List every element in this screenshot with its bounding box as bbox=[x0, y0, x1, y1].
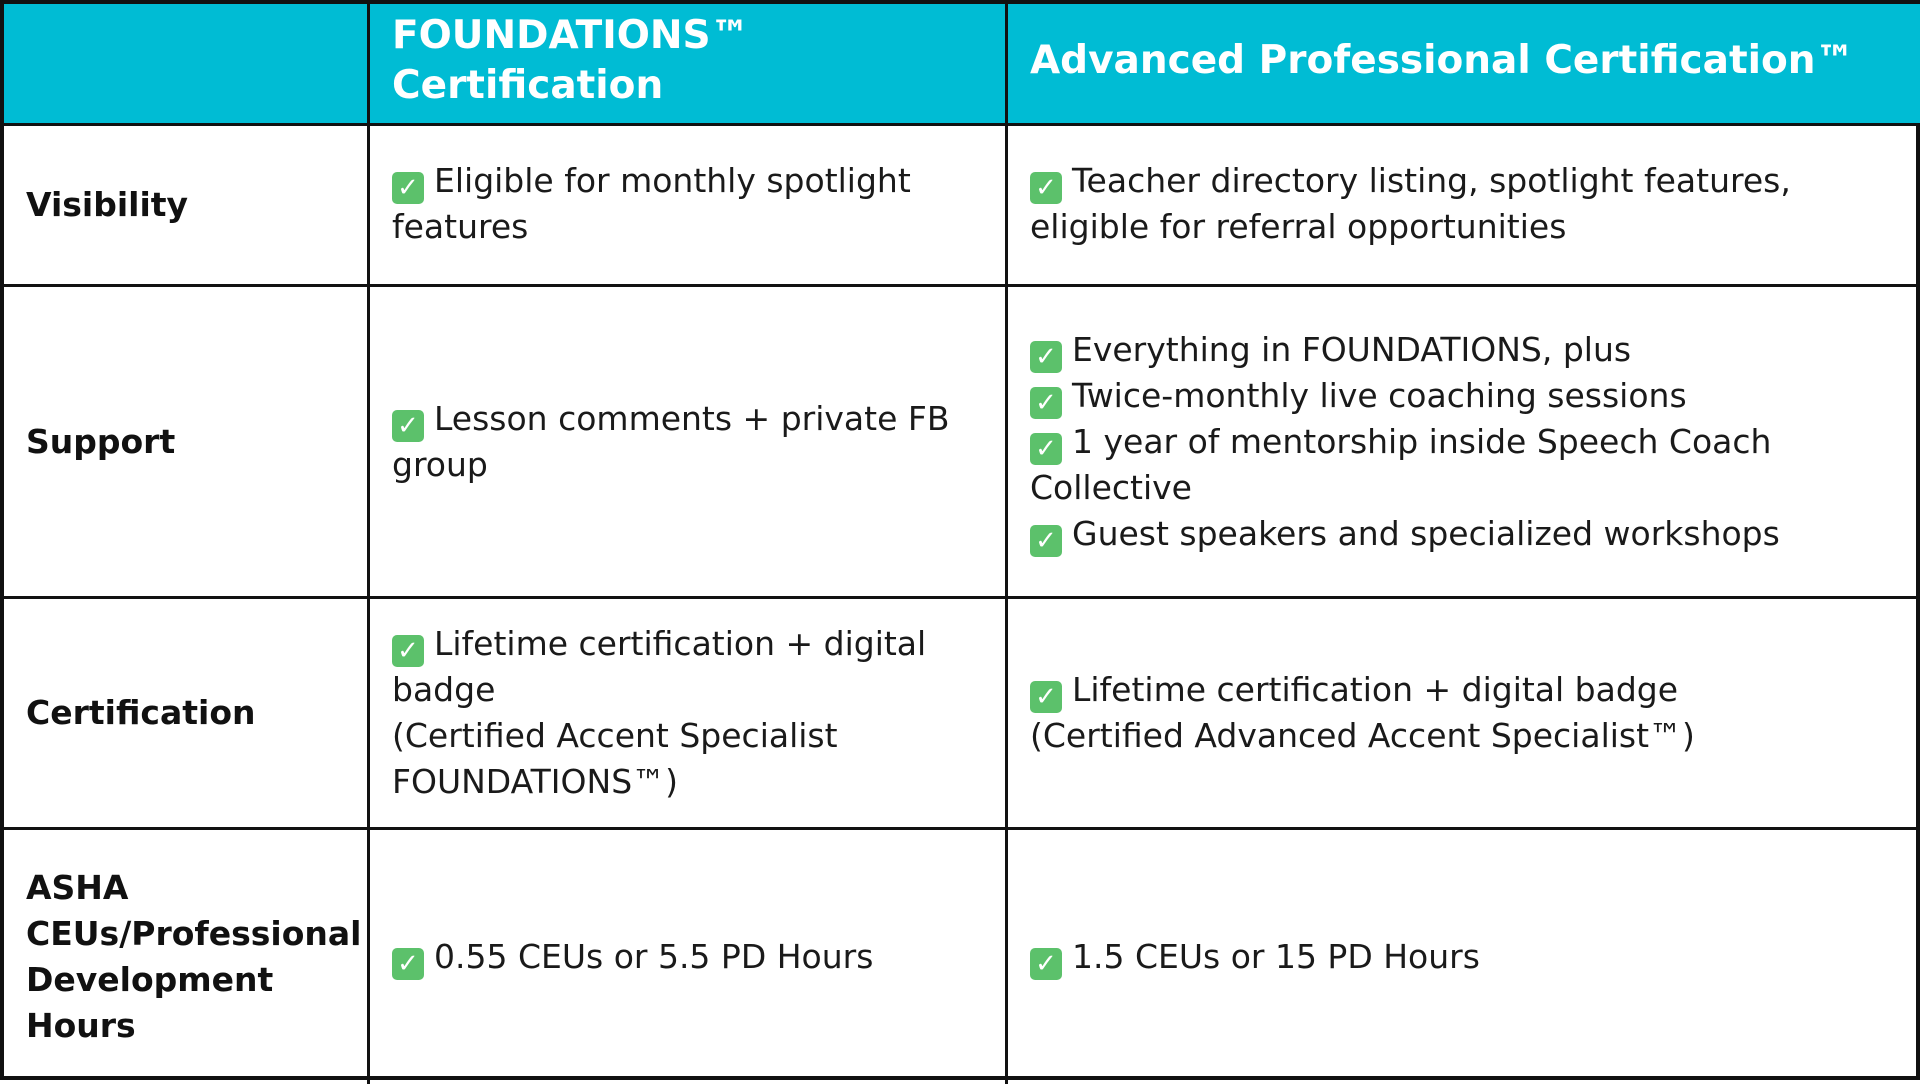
feature-text: Twice-monthly live coaching sessions bbox=[1072, 375, 1687, 415]
check-icon: ✓ bbox=[1030, 341, 1062, 373]
certification-foundations-cell bbox=[370, 599, 1008, 830]
row-label-asha-ceus bbox=[4, 830, 370, 1084]
feature-text: Guest speakers and specialized workshops bbox=[1072, 513, 1780, 553]
feature-text: Lifetime certification + digital badge bbox=[392, 624, 927, 709]
row-label-support bbox=[4, 287, 370, 599]
feature-subtext: (Certified Advanced Accent Specialist™) bbox=[1030, 716, 1695, 755]
feature-item bbox=[392, 396, 983, 488]
visibility-foundations-cell bbox=[370, 126, 1008, 287]
header-advanced bbox=[1008, 4, 1920, 126]
feature-item bbox=[1030, 667, 1902, 713]
feature-text: Everything in FOUNDATIONS, plus bbox=[1072, 329, 1632, 369]
header-corner-cell bbox=[4, 4, 370, 126]
feature-item bbox=[1030, 327, 1902, 373]
feature-text: 0.55 CEUs or 5.5 PD Hours bbox=[434, 937, 874, 976]
feature-item bbox=[1030, 419, 1902, 511]
row-label-text: Certification bbox=[26, 693, 256, 732]
feature-text: Lesson comments + private FB group bbox=[392, 398, 950, 484]
check-icon: ✓ bbox=[1030, 387, 1062, 419]
check-icon: ✓ bbox=[392, 172, 424, 204]
header-foundations-label: FOUNDATIONS™ Certification bbox=[392, 12, 750, 108]
check-icon: ✓ bbox=[1030, 525, 1062, 557]
check-icon: ✓ bbox=[392, 635, 424, 667]
asha-advanced-cell bbox=[1008, 830, 1920, 1084]
row-label-certification bbox=[4, 599, 370, 830]
row-label-text: ASHA CEUs/Professional Development Hours bbox=[26, 868, 362, 1045]
row-label-text: Support bbox=[26, 421, 176, 461]
feature-item bbox=[1030, 158, 1902, 250]
check-icon: ✓ bbox=[392, 410, 424, 442]
feature-item bbox=[1030, 511, 1902, 557]
feature-text: Eligible for monthly spotlight features bbox=[392, 161, 911, 246]
header-advanced-label: Advanced Professional Certification™ bbox=[1030, 37, 1855, 83]
support-foundations-cell bbox=[370, 287, 1008, 599]
visibility-advanced-cell bbox=[1008, 126, 1920, 287]
certification-advanced-cell bbox=[1008, 599, 1920, 830]
feature-text: 1 year of mentorship inside Speech Coach Collective bbox=[1030, 421, 1772, 507]
feature-item bbox=[1030, 934, 1902, 980]
check-icon: ✓ bbox=[1030, 433, 1062, 465]
feature-item bbox=[392, 621, 983, 713]
feature-text: Teacher directory listing, spotlight features, eligible for referral opportunities bbox=[1030, 161, 1791, 246]
row-label-text: Visibility bbox=[26, 185, 189, 224]
check-icon: ✓ bbox=[1030, 948, 1062, 980]
feature-text: Lifetime certification + digital badge bbox=[1072, 670, 1679, 709]
feature-subtext: (Certified Accent Specialist FOUNDATIONS™) bbox=[392, 716, 838, 801]
feature-text: 1.5 CEUs or 15 PD Hours bbox=[1072, 937, 1480, 976]
asha-foundations-cell bbox=[370, 830, 1008, 1084]
check-icon: ✓ bbox=[392, 948, 424, 980]
check-icon: ✓ bbox=[1030, 172, 1062, 204]
feature-item bbox=[1030, 373, 1902, 419]
row-label-visibility bbox=[4, 126, 370, 287]
feature-item bbox=[392, 158, 983, 250]
feature-item bbox=[392, 934, 983, 980]
header-foundations bbox=[370, 4, 1008, 126]
check-icon: ✓ bbox=[1030, 681, 1062, 713]
support-advanced-cell bbox=[1008, 287, 1920, 599]
